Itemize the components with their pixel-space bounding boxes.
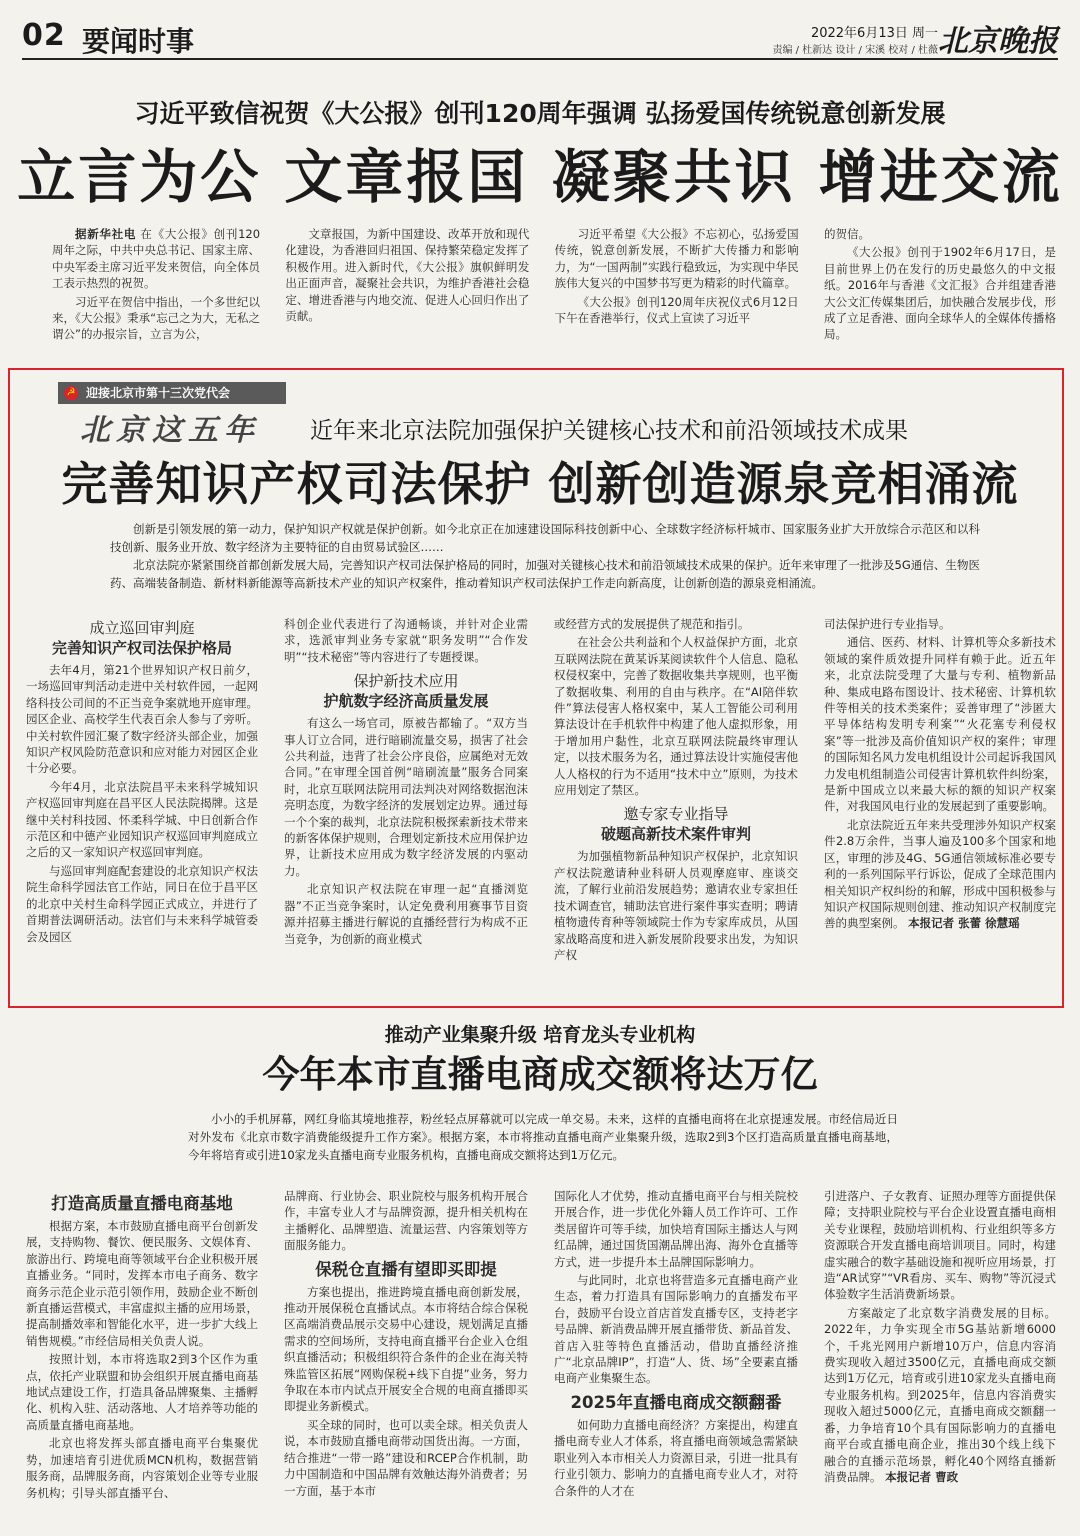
dateline: 据新华社电 [75, 227, 137, 241]
subheading: 打造高质量直播电商基地 [51, 1194, 233, 1213]
series-badge: ☭ 迎接北京市第十三次党代会 [58, 382, 286, 404]
article2-col2: 科创企业代表进行了沟通畅谈，并针对企业需求，选派审判业务专家就“职务发明”“合作发明”“技术秘密”等内容进行了专题授课。 保护新技术应用 护航数字经济高质量发展 有这么一场官司，原被告都输了。“双方当事人订立合同，进行暗刷流量交易，损害了社会公共利益，违背了社会公序良俗，应属绝对无效合同。”在审理全国首例“暗刷流量”服务合同案时，北京互联网法院用司法判决对网络数据泡沫亮明态度，为数字经济的发展划定边界。通过每一个个案的裁判，北京法院积极探索新技术带来的新客体保护规则，合理划定新技术应用保护边界，让新技术应用成为数字经济发展的内驱动力。 北京知识产权法院在审理一起“直播浏览器”不正当竞争案时，认定免费利用赛事节目资源并招募主播进行解说的直播经营行为构成不正当竞争，为创新的商业模式 [284, 617, 528, 946]
article1-col2: 文章报国，为新中国建设、改革开放和现代化建设，为香港回归祖国、保持繁荣稳定发挥了积极作用。进入新时代，《大公报》旗帜鲜明发出正面声音，凝聚社会共识，为维护香港社会稳定、增进香港与内地交流、促进人心回归作出了贡献。 [285, 227, 530, 324]
series-title: 北京这五年 [80, 413, 260, 448]
party-emblem-icon: ☭ [64, 386, 78, 400]
article2-kicker: 近年来北京法院加强保护关键核心技术和前沿领域技术成果 [310, 418, 908, 444]
article3-col4: 引进落户、子女教育、证照办理等方面提供保障；支持职业院校与平台企业设置直播电商相关专业课程，鼓励培训机构、行业组织等多方资源联合开发直播电商培训项目。同时，构建虚实融合的数字基础设施和视听应用场景，打造“AR试穿”“VR看房、买车、购物”等沉浸式体验数字生活消费新场景。 方案敲定了北京数字消费发展的目标。2022年，力争实现全市5G基站新增6000个，千兆光网用户新增10万户，信息内容消费实现收入超过3500亿元，直播电商成交额达到1万亿元，培育或引进10家龙头直播电商专业服务机构。到2025年，信息内容消费实现收入超过5000亿元，直播电商成交额翻一番，力争培育10个具有国际影响力的直播电商平台或直播电商企业，推出30个线上线下融合的直播示范场景，孵化40个网络直播新消费品牌。 本报记者 曹政 [824, 1189, 1056, 1484]
article2-body [26, 616, 1056, 994]
article1-col4: 的贺信。 《大公报》创刊于1902年6月17日，是目前世界上仍在发行的历史最悠久的中文报纸。2016年与香港《文汇报》合并组建香港大公文汇传媒集团后，加快融合发展步伐，形成了立足香港、面向全球华人的全媒体传播格局。 [823, 227, 1056, 342]
staff-credits: 责编 / 杜新达 设计 / 宋溪 校对 / 杜薇 [772, 45, 938, 56]
section-name: 要闻时事 [82, 25, 195, 58]
byline: 本报记者 张蕾 徐慧瑶 [908, 916, 1020, 931]
article1-col3: 习近平希望《大公报》不忘初心，弘扬爱国传统，锐意创新发展，不断扩大传播力和影响力，为“一国两制”实践行稳致远，为实现中华民族伟大复兴的中国梦书写更为精彩的时代篇章。 《大公报》创刊120周年庆祝仪式6月12日下午在香港举行，仪式上宣读了习近平 [554, 227, 799, 326]
article1-kicker: 习近平致信祝贺《大公报》创刊120周年强调 弘扬爱国传统锐意创新发展 [134, 99, 946, 128]
article3-col1: 打造高质量直播电商基地 根据方案，本市鼓励直播电商平台创新发展，支持购物、餐饮、便民服务、文娱体育、旅游出行、跨境电商等领域平台企业积极开展直播业务。“同时，发挥本市电子商务、数字商务示范企业示范引领作用，鼓励企业不断创新直播运营模式，丰富虚拟主播的应用场景，提高制播效率和智能化水平，进一步扩大线上销售规模。”市经信局相关负责人说。 按照计划，本市将选取2到3个区作为重点，依托产业联盟和协会组织开展直播电商基地试点建设工作，打造具备品牌聚集、主播孵化、机构入驻、活动落地、人才培养等功能的高质量直播电商基地。 北京也将发挥头部直播电商平台集聚优势，加速培育引进优质MCN机构，数据营销服务商，品牌服务商，内容策划企业等专业服务机构；引导头部直播平台、 [26, 1194, 258, 1500]
article3-col2: 品牌商、行业协会、职业院校与服务机构开展合作，丰富专业人才与品牌资源，提升相关机构在主播孵化、品牌塑造、流量运营、内容策划等方面服务能力。 保税仓直播有望即买即提 方案也提出，推进跨境直播电商创新发展，推动开展保税仓直播试点。本市将结合综合保税区高端消费品展示交易中心建设，规划满足直播需求的空间场所，支持电商直播平台企业入仓组织直播活动；积极组织符合条件的企业在海关特殊监管区拓展“网购保税+线下自提”业务，努力争取在本市内试点开展安全合规的电商直播即买即提业务新模式。 买全球的同时，也可以卖全球。相关负责人说，本市鼓励直播电商带动国货出海。一方面，结合推进“一带一路”建设和RCEP合作机制，助力中国制造和中国品牌有效触达海外消费者；另一方面，基于本市 [284, 1189, 528, 1498]
article3-headline: 今年本市直播电商成交额将达万亿 [262, 1053, 818, 1096]
subheading: 保护新技术应用 护航数字经济高质量发展 [323, 672, 489, 711]
article2-col3: 或经营方式的发展提供了规范和指引。 在社会公共利益和个人权益保护方面，北京互联网法院在黄某诉某阅读软件个人信息、隐私权侵权案中，完善了数据收集共享规则，也平衡了数据收集、利用的自由与秩序。在“AI陪伴软件”算法侵害人格权案中，某人工智能公司利用算法设计在手机软件中构建了他人虚拟形象，用于增加用户黏性，北京互联网法院最终审理认定，以技术服务为名，通过算法设计实施侵害他人人格权的行为不适用“技术中立”原则，为技术应用划定了禁区。 邀专家专业指导 破题高新技术案件审判 为加强植物新品种知识产权保护，北京知识产权法院邀请种业科研人员观摩庭审、座谈交流，了解行业前沿发展趋势；邀请农业专家担任技术调查官，辅助法官进行案件事实查明；聘请植物遗传育种等领域院士作为专家库成员，从国家战略高度和进入新发展阶段要求出发，为知识产权 [554, 617, 798, 962]
article1-col1: 据新华社电 在《大公报》创刊120周年之际，中共中央总书记、国家主席、中央军委主席习近平发来贺信，向全体员工表示热烈的祝贺。 习近平在贺信中指出，一个多世纪以来，《大公报》秉承“忘己之为大，无私之谓公”的办报宗旨，立言为公， [52, 227, 260, 342]
article1-headline: 立言为公 文章报国 凝聚共识 增进交流 [17, 143, 1063, 211]
article3-body [26, 1188, 1056, 1528]
article2-headline: 完善知识产权司法保护 创新创造源泉竞相涌流 [61, 457, 1019, 511]
page-number: 02 [22, 18, 66, 53]
subheading: 2025年直播电商成交额翻番 [570, 1392, 782, 1412]
article2-col4: 司法保护进行专业指导。 通信、医药、材料、计算机等众多新技术领域的案件质效提升同样有赖于此。近五年来，北京法院受理了大量与专利、植物新品种、集成电路布图设计、技术秘密、计算机软件等相关的技术类案件；妥善审理了“涉匿大平导体结构发明专利案”“火花塞专利侵权案”等一批涉及高价值知识产权的案件；审理的国际知名风力发电机组设计公司起诉我国风力发电机组制造公司侵害计算机软件纠纷案，是新中国成立以来最大标的额的知识产权案件，对我国风电行业的发展起到了重要影响。 北京法院近五年来共受理涉外知识产权案件2.8万余件，当事人遍及100多个国家和地区，审理的涉及4G、5G通信领域标准必要专利的一系列国际平行诉讼，促成了全球范围内相关知识产权纠纷的和解，形成中国积极参与知识产权国际规则创建、推动知识产权制度完善的典型案例。 本报记者 张蕾 徐慧瑶 [824, 617, 1056, 931]
subheading: 邀专家专业指导 破题高新技术案件审判 [600, 805, 751, 844]
page-header [22, 14, 1058, 60]
subheading: 保税仓直播有望即买即提 [315, 1259, 497, 1279]
issue-date: 2022年6月13日 周一 [810, 26, 938, 41]
article3-col3: 国际化人才优势，推动直播电商平台与相关院校开展合作，进一步优化外籍人员工作许可、工作类居留许可等手续，加快培育国际主播达人与网红品牌，通过国货国潮品牌出海、海外仓直播等方式，进一步提升本土品牌国际影响力。 与此同时，北京也将营造多元直播电商产业生态，着力打造具有国际影响力的直播发布平台，鼓励平台设立首店首发直播专区，支持老字号品牌、新消费品牌开展直播带货、新品首发、首店入驻等特色直播活动，借助直播经济推广“北京品牌IP”，打造“人、货、场”全要素直播电商产业集聚生态。 2025年直播电商成交额翻番 如何助力直播电商经济？方案提出，构建直播电商专业人才体系，将直播电商领域急需紧缺职业列入本市相关人力资源目录，引进一批具有行业引领力、影响力的直播电商专业人才，对符合条件的人才在 [554, 1189, 798, 1498]
article2-intro: 创新是引领发展的第一动力，保护知识产权就是保护创新。如今北京正在加速建设国际科技创新中心、全球数字经济标杆城市、国家服务业扩大开放综合示范区和以科技创新、服务业开放、数字经济为主要特征的自由贸易试验区…… 北京法院亦紧紧围绕首都创新发展大局，完善知识产权司法保护格局的同时，加强对关键核心技术和前沿领域技术成果的保护。近年来审理了一批涉及5G通信、生物医药、高端装备制造、新材料新能源等高新技术产业的知识产权案件，推动着知识产权司法保护工作走向新高度，让创新创造的源泉竞相涌流。 [110, 522, 980, 590]
article2-col1: 成立巡回审判庭 完善知识产权司法保护格局 去年4月，第21个世界知识产权日前夕，一场巡回审判活动走进中关村软件园，一起网络科技公司间的不正当竞争案就地开庭审理。园区企业、高校学生代表百余人参与了旁听。中关村软件园汇聚了数字经济头部企业，加强知识产权风险防范意识和应对能力对园区企业十分必要。 今年4月，北京法院昌平未来科学城知识产权巡回审判庭在昌平区人民法院揭牌。这是继中关村科技园、怀柔科学城、中日创新合作示范区和中德产业园知识产权巡回审判庭成立之后的又一家知识产权巡回审判庭。 与巡回审判庭配套建设的北京知识产权法院生命科学园法官工作站，同日在位于昌平区的北京中关村生命科学园正式成立，并进行了首期普法调研活动。法官们与未来科学城管委会及园区 [26, 619, 258, 944]
byline: 本报记者 曹政 [885, 1469, 959, 1484]
article1-body [52, 226, 1056, 346]
article3-intro: 小小的手机屏幕，网红身临其境地推荐，粉丝轻点屏幕就可以完成一单交易。未来，这样的直播电商将在北京提速发展。市经信局近日对外发布《北京市数字消费能级提升工作方案》。根据方案，本市将推动直播电商产业集聚升级，选取2到3个区打造高质量直播电商基地，今年将培育或引进10家龙头直播电商专业服务机构，直播电商成交额将达到1万亿元。 [188, 1112, 898, 1162]
subheading: 成立巡回审判庭 完善知识产权司法保护格局 [51, 619, 232, 657]
article3-kicker: 推动产业集聚升级 培育龙头专业机构 [384, 1024, 696, 1046]
newspaper-masthead: 北京晚报 [938, 24, 1058, 59]
